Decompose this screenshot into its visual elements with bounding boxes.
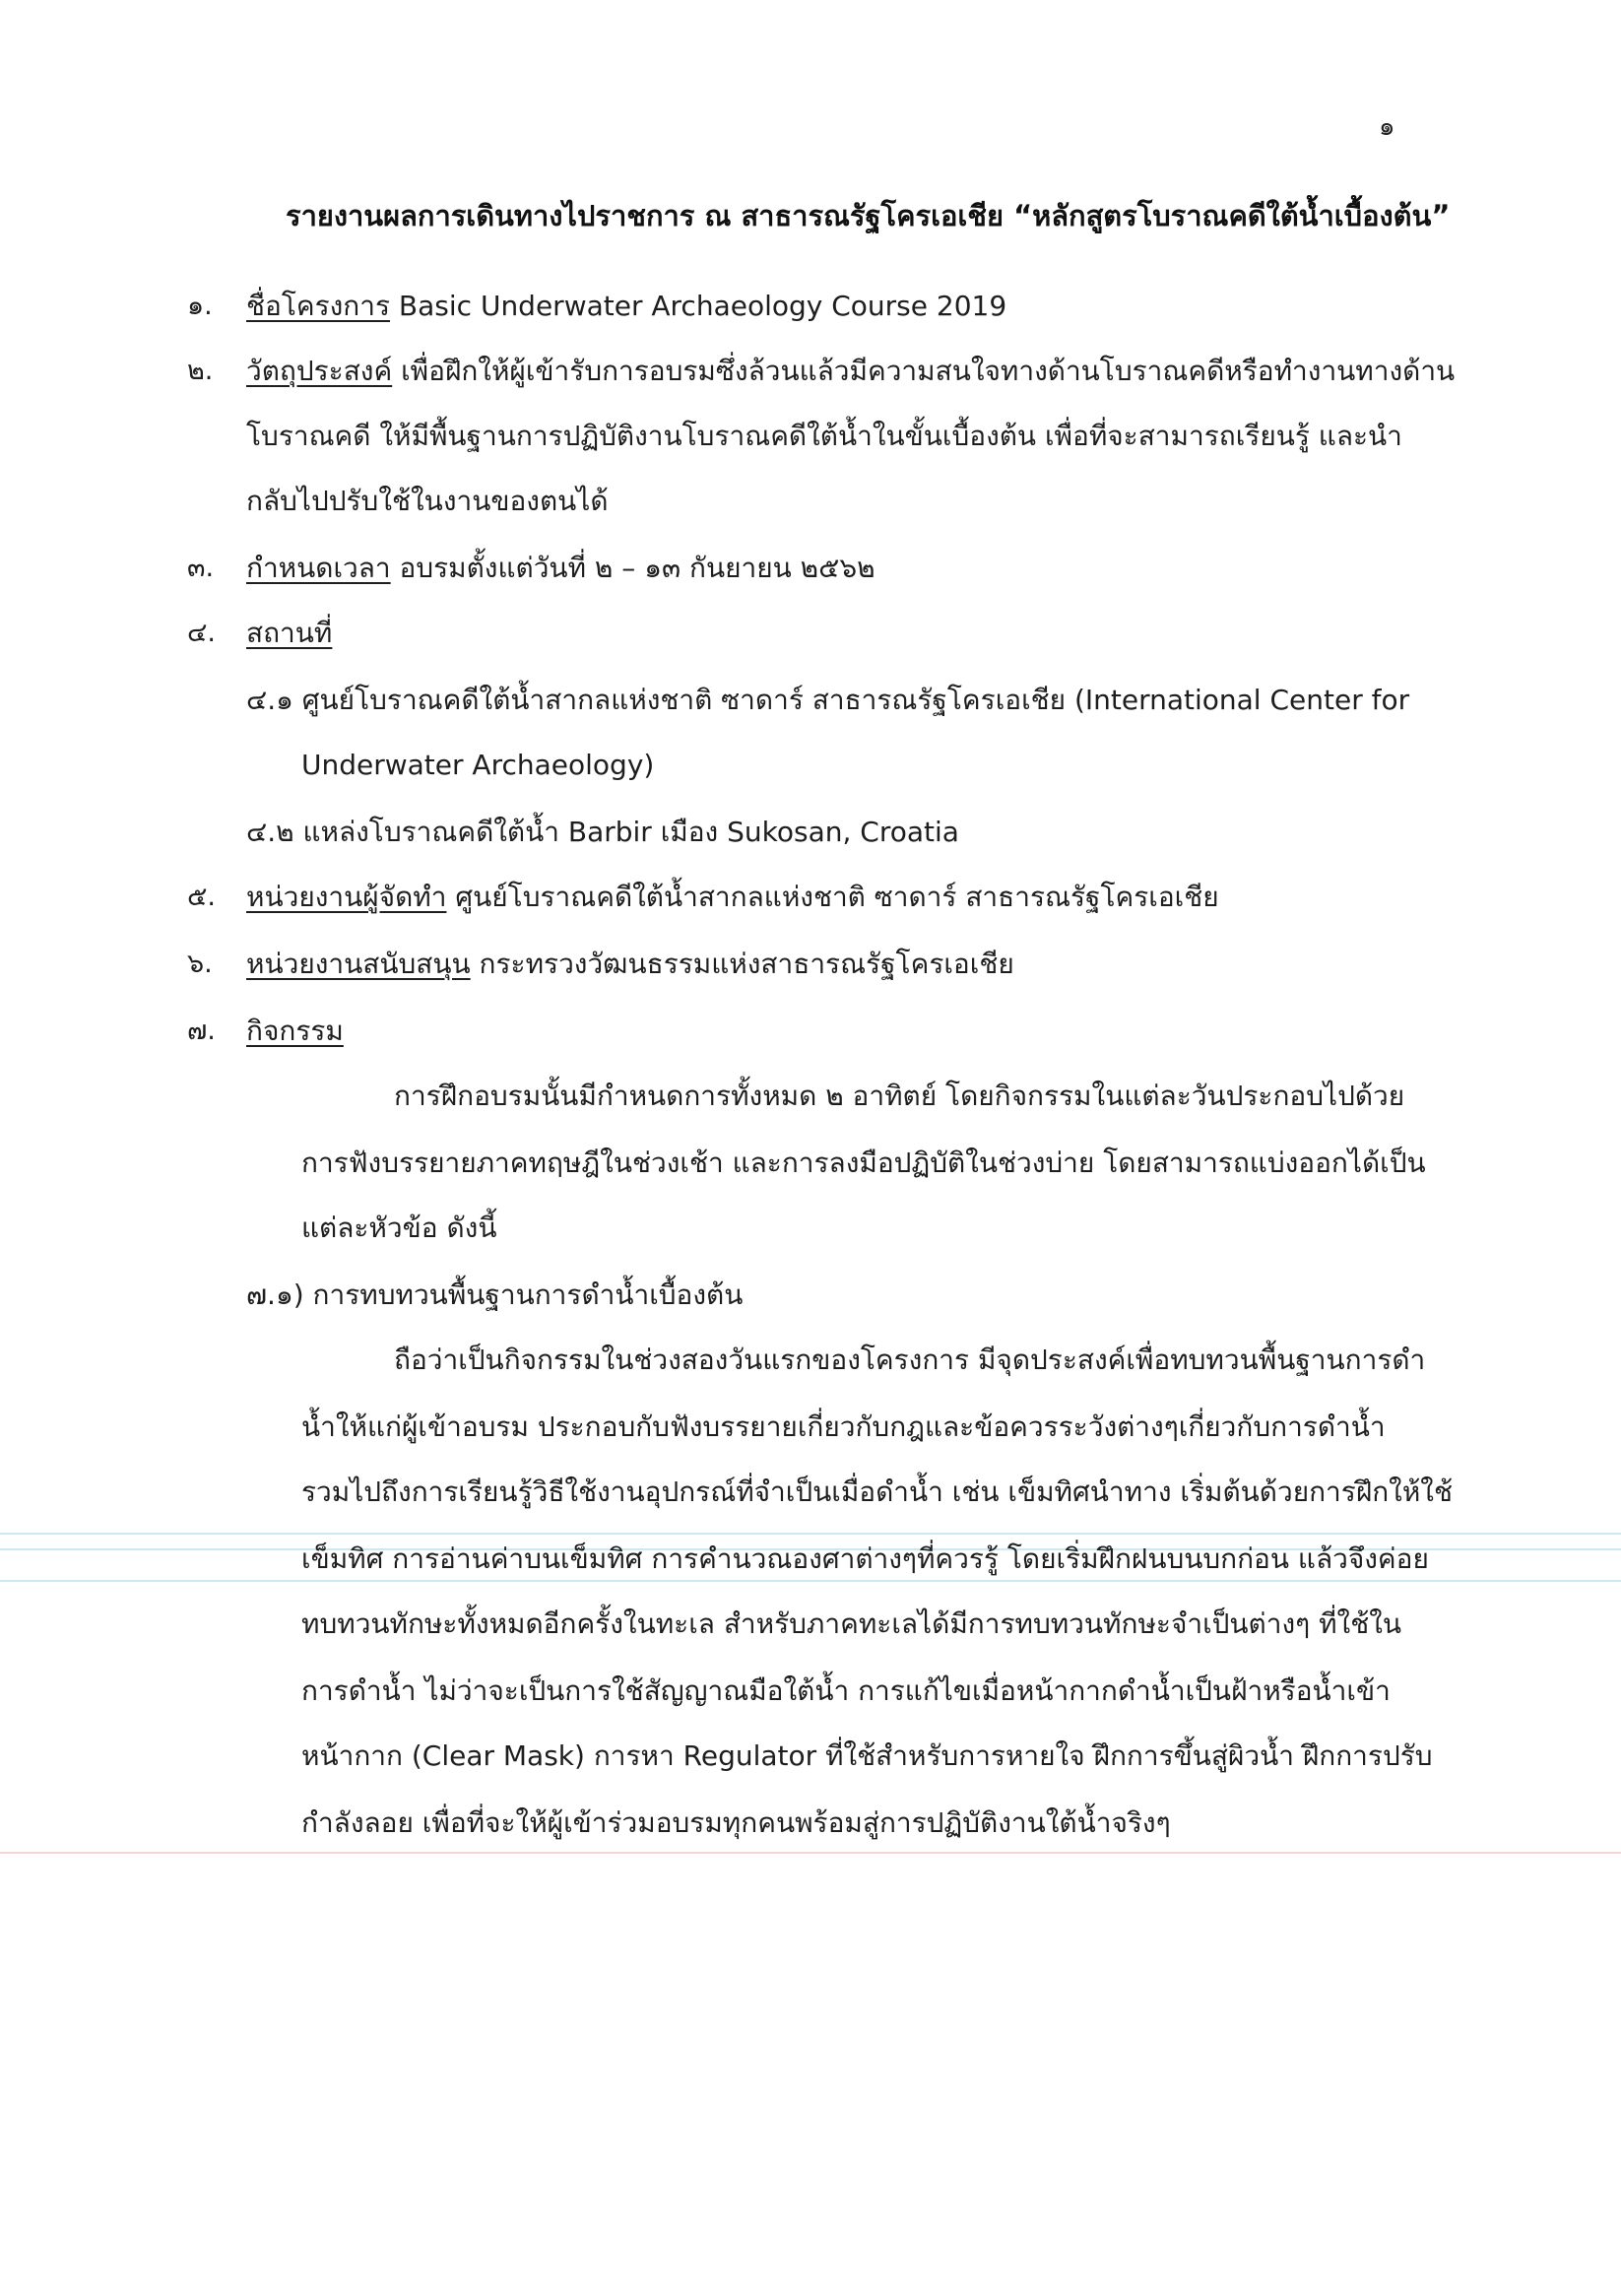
item-2-line — [246, 353, 1455, 390]
item-number: ๒. — [187, 356, 214, 386]
paragraph-line: การฟังบรรยายภาคทฤษฎีในช่วงเช้า และการลงมือปฏิบัติในช่วงบ่าย โดยสามารถแบ่งออกได้เป็น — [301, 1147, 1426, 1179]
item-text: กระทรวงวัฒนธรรมแห่งสาธารณรัฐโครเอเชีย — [470, 948, 1014, 980]
document-title: รายงานผลการเดินทางไปราชการ ณ สาธารณรัฐโครเอเชีย “หลักสูตรโบราณคดีใต้น้ำเบื้องต้น” — [286, 199, 1451, 232]
paragraph-line: การฝึกอบรมนั้นมีกำหนดการทั้งหมด ๒ อาทิตย์ โดยกิจกรรมในแต่ละวันประกอบไปด้วย — [394, 1080, 1405, 1112]
paragraph-line: เข็มทิศ การอ่านค่าบนเข็มทิศ การคำนวณองศาต่างๆที่ควรรู้ โดยเริ่มฝึกฝนบนบกก่อน แล้วจึงค่อย — [301, 1542, 1429, 1575]
item-text: Basic Underwater Archaeology Course 2019 — [390, 290, 1007, 322]
paragraph-line: ถือว่าเป็นกิจกรรมในช่วงสองวันแรกของโครงการ มีจุดประสงค์เพื่อทบทวนพื้นฐานการดำ — [394, 1344, 1426, 1376]
subsection-heading: ๗.๑) การทบทวนพื้นฐานการดำน้ำเบื้องต้น — [246, 1279, 744, 1311]
item-6-line — [246, 946, 1014, 983]
scan-artifact-line — [0, 1580, 1621, 1582]
item-heading: สถานที่ — [246, 617, 333, 649]
item-number: ๓. — [187, 553, 215, 583]
item-text: กลับไปปรับใช้ในงานของตนได้ — [246, 485, 609, 517]
item-heading: หน่วยงานสนับสนุน — [246, 948, 471, 980]
subitem-text: ๔.๒ แหล่งโบราณคดีใต้น้ำ Barbir เมือง Sukosan, Croatia — [246, 816, 959, 848]
paragraph-line: กำลังลอย เพื่อที่จะให้ผู้เข้าร่วมอบรมทุกคนพร้อมสู่การปฏิบัติงานใต้น้ำจริงๆ — [301, 1806, 1171, 1839]
item-heading: ชื่อโครงการ — [246, 290, 391, 322]
item-heading: กำหนดเวลา — [246, 552, 391, 584]
item-1-line — [246, 288, 1006, 325]
subitem-text: ๔.๑ ศูนย์โบราณคดีใต้น้ำสากลแห่งชาติ ซาดาร์ สาธารณรัฐโครเอเชีย (International Center for — [246, 684, 1410, 716]
item-text: อบรมตั้งแต่วันที่ ๒ – ๑๓ กันยายน ๒๕๖๒ — [390, 552, 875, 584]
subitem-text: Underwater Archaeology) — [301, 749, 655, 781]
paragraph-line: ทบทวนทักษะทั้งหมดอีกครั้งในทะเล สำหรับภาคทะเลได้มีการทบทวนทักษะจำเป็นต่างๆ ที่ใช้ใน — [301, 1607, 1402, 1640]
item-number: ๑. — [187, 291, 213, 321]
item-heading: กิจกรรม — [246, 1015, 344, 1047]
item-heading: หน่วยงานผู้จัดทำ — [246, 881, 447, 913]
item-number: ๔. — [187, 618, 217, 648]
item-text: โบราณคดี ให้มีพื้นฐานการปฏิบัติงานโบราณคดีใต้น้ำในขั้นเบื้องต้น เพื่อที่จะสามารถเรียนรู้ และนำ — [246, 420, 1402, 452]
scan-artifact-line — [0, 1533, 1621, 1535]
item-3-line — [246, 550, 875, 587]
item-7-line — [246, 1013, 344, 1050]
item-number: ๕. — [187, 882, 217, 912]
scan-artifact-line — [0, 1852, 1621, 1854]
paragraph-line: รวมไปถึงการเรียนรู้วิธีใช้งานอุปกรณ์ที่จำเป็นเมื่อดำน้ำ เช่น เข็มทิศนำทาง เริ่มต้นด้วยการฝึกให้ใช้ — [301, 1476, 1453, 1508]
item-heading: วัตถุประสงค์ — [246, 355, 393, 387]
paragraph-line: แต่ละหัวข้อ ดังนี้ — [301, 1212, 497, 1244]
paragraph-line: น้ำให้แก่ผู้เข้าอบรม ประกอบกับฟังบรรยายเกี่ยวกับกฎและข้อควรระวังต่างๆเกี่ยวกับการดำน้ำ — [301, 1410, 1386, 1443]
page-number: ๑ — [1379, 112, 1395, 142]
item-text: ศูนย์โบราณคดีใต้น้ำสากลแห่งชาติ ซาดาร์ สาธารณรัฐโครเอเชีย — [446, 881, 1219, 913]
item-text: เพื่อฝึกให้ผู้เข้ารับการอบรมซึ่งล้วนแล้วมีความสนใจทางด้านโบราณคดีหรือทำงานทางด้าน — [392, 355, 1456, 387]
item-4-line — [246, 615, 332, 652]
paragraph-line: หน้ากาก (Clear Mask) การหา Regulator ที่ใช้สำหรับการหายใจ ฝึกการขึ้นสู่ผิวน้ำ ฝึกการปรับ — [301, 1739, 1433, 1772]
item-5-line — [246, 879, 1219, 916]
item-number: ๗. — [187, 1016, 216, 1046]
paragraph-line: การดำน้ำ ไม่ว่าจะเป็นการใช้สัญญาณมือใต้น้ำ การแก้ไขเมื่อหน้ากากดำน้ำเป็นฝ้าหรือน้ำเข้า — [301, 1674, 1391, 1707]
item-number: ๖. — [187, 949, 213, 979]
